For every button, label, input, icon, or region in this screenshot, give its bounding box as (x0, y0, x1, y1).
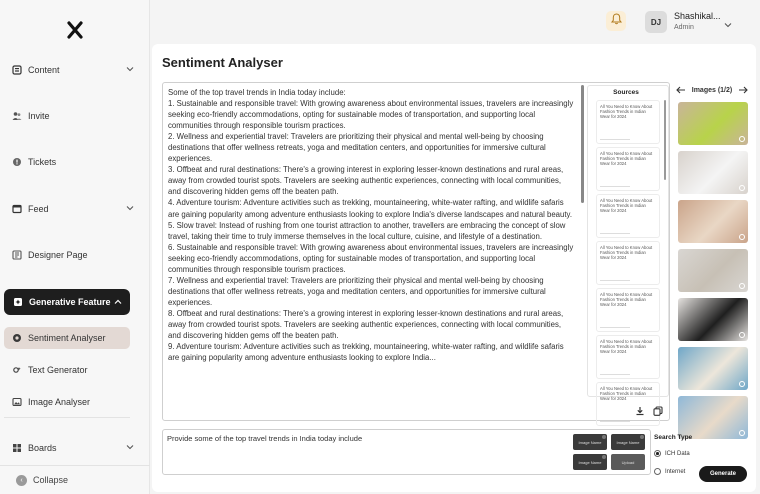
collapse-label: Collapse (33, 475, 69, 485)
source-card-link (600, 374, 630, 376)
search-option-label: ICH Data (665, 450, 690, 457)
image-analyser-icon (12, 397, 22, 407)
output-paragraph: 9. Adventure tourism: Adventure activities such as trekking, mountaineering, white-water rafting, and wildlife safaris are gaining popularity among adventure enthusiasts looking to explore India... (168, 342, 564, 363)
designer-icon (12, 250, 22, 260)
sources-title: Sources (613, 89, 639, 96)
source-card-title: All You Need to Know About Fashion Trends in Indian Wear for 2024 (600, 198, 653, 213)
bell-icon (611, 12, 622, 30)
sidebar-item-boards[interactable] (12, 437, 140, 459)
sentiment-icon (12, 333, 22, 343)
output-paragraph: 8. Offbeat and rural destinations: There's a growing interest in exploring lesser-known destinations and rural areas, away from crowded tourist spots. Travelers are seeking authentic experiences, connecting with local communities, and discovering hidden gems off the beaten path. (168, 308, 564, 341)
sidebar-item-feed[interactable] (12, 198, 140, 220)
source-card[interactable] (596, 335, 660, 379)
play-icon (739, 234, 745, 240)
play-icon (739, 381, 745, 387)
avatar[interactable]: DJ (645, 11, 667, 33)
source-card-link (600, 421, 630, 423)
source-card[interactable] (596, 194, 660, 238)
arrow-right-icon[interactable] (738, 86, 748, 94)
prompt-input[interactable]: Provide some of the top travel trends in India today include (167, 434, 363, 443)
sidebar (0, 0, 150, 494)
boards-icon (12, 443, 22, 453)
close-icon[interactable] (602, 455, 606, 459)
upload-tile-label: Image Name (578, 459, 602, 465)
sidebar-item-label: Text Generator (28, 365, 88, 375)
user-name[interactable]: Shashikal... (674, 11, 721, 21)
sidebar-item-sentiment-analyser[interactable] (4, 327, 130, 349)
upload-tile-label: Image Name (578, 439, 602, 445)
sources-scrollbar[interactable] (664, 100, 666, 180)
source-card[interactable] (596, 147, 660, 191)
upload-tile-label: Upload (621, 459, 635, 465)
chevron-down-icon[interactable] (724, 16, 732, 24)
content-icon (12, 65, 22, 75)
source-card[interactable] (596, 382, 660, 426)
output-paragraph: 2. Wellness and experiential travel: Travelers are prioritizing their physical and mental well-being by choosing destinations that offer wellness retreats, yoga and meditation centers, and opportunities for immersive cultural experiences. (168, 132, 546, 164)
radio-unselected[interactable] (654, 468, 661, 475)
sidebar-item-label: Image Analyser (28, 397, 91, 407)
close-icon[interactable] (640, 435, 644, 439)
sidebar-item-designer-page[interactable] (12, 244, 140, 266)
source-card-link (600, 186, 630, 188)
sidebar-item-label: Designer Page (28, 250, 88, 260)
sidebar-item-label: Invite (28, 111, 50, 121)
image-thumbnail[interactable] (678, 102, 748, 145)
collapse-button[interactable] (0, 465, 150, 494)
upload-tile-image[interactable] (573, 454, 607, 470)
images-header (676, 84, 748, 96)
sparkle-icon (13, 297, 23, 307)
upload-tile-label: Image Name (616, 439, 640, 445)
image-thumbnail[interactable] (678, 298, 748, 341)
output-paragraph: 5. Slow travel: Instead of rushing from one tourist attraction to another, travellers are embracing the concept of slow travel, taking their time to truly immerse themselves in the local culture, cuisine, and lifestyle of a destination. (168, 220, 566, 241)
upload-tile-image[interactable] (573, 434, 607, 450)
source-card-title: All You Need to Know About Fashion Trends in Indian Wear for 2024 (600, 386, 653, 401)
sidebar-item-label: Feed (28, 204, 49, 214)
output-scrollbar[interactable] (581, 85, 584, 203)
copy-icon[interactable] (653, 403, 663, 413)
play-icon (739, 283, 745, 289)
sources-panel (587, 85, 669, 401)
text-generator-icon (12, 365, 22, 375)
output-paragraph: 4. Adventure tourism: Adventure activities such as trekking, mountaineering, white-water rafting, and wildlife safaris are gaining popularity among adventure enthusiasts looking to explore India's diverse landscapes and natural beauty. (168, 198, 573, 219)
source-card[interactable] (596, 241, 660, 285)
search-option-label: Internet (665, 468, 686, 475)
sidebar-item-label: Sentiment Analyser (28, 333, 106, 343)
sidebar-item-image-analyser[interactable] (4, 391, 130, 413)
source-card[interactable] (596, 100, 660, 144)
upload-tile-image[interactable] (611, 434, 645, 450)
images-label: Images (1/2) (691, 86, 733, 94)
brand-logo[interactable] (66, 20, 84, 40)
source-card-link (600, 327, 630, 329)
source-card-title: All You Need to Know About Fashion Trends in Indian Wear for 2024 (600, 151, 653, 166)
users-icon (12, 111, 22, 121)
output-paragraph: 3. Offbeat and rural destinations: There's a growing interest in exploring lesser-known destinations and rural areas, away from crowded tourist spots. Travelers are seeking authentic experiences, connecting with local communities, and discovering hidden gems off the beaten path. (168, 165, 564, 197)
output-paragraph: Some of the top travel trends in India today include: (168, 88, 346, 97)
sidebar-item-text-generator[interactable] (4, 359, 130, 381)
sidebar-item-tickets[interactable] (12, 151, 140, 173)
play-icon (739, 430, 745, 436)
source-card-title: All You Need to Know About Fashion Trends in Indian Wear for 2024 (600, 245, 653, 260)
search-type-label: Search Type (654, 434, 693, 441)
sidebar-item-label: Generative Feature (29, 297, 111, 307)
chevron-down-icon (126, 204, 134, 212)
sidebar-item-generative-feature[interactable] (4, 289, 130, 315)
download-icon[interactable] (635, 403, 645, 413)
source-card-title: All You Need to Know About Fashion Trends in Indian Wear for 2024 (600, 104, 653, 119)
close-icon[interactable] (602, 435, 606, 439)
upload-button[interactable] (611, 454, 645, 470)
output-panel (162, 82, 670, 421)
play-icon (739, 332, 745, 338)
image-thumbnail[interactable] (678, 200, 748, 243)
sidebar-item-label: Tickets (28, 157, 57, 167)
play-icon (739, 136, 745, 142)
feed-icon (12, 204, 22, 214)
radio-selected[interactable] (654, 450, 661, 457)
chevron-up-icon (114, 298, 122, 306)
source-card-link (600, 280, 630, 282)
image-thumbnail[interactable] (678, 151, 748, 194)
generate-button[interactable]: Generate (699, 466, 747, 482)
main-panel (152, 44, 756, 492)
image-thumbnail[interactable] (678, 249, 748, 292)
top-bar (150, 0, 760, 44)
source-card-title: All You Need to Know About Fashion Trends in Indian Wear for 2024 (600, 339, 653, 354)
prompt-box[interactable] (162, 429, 651, 475)
page-title: Sentiment Analyser (162, 55, 283, 70)
chevron-down-icon (126, 443, 134, 451)
source-card-title: All You Need to Know About Fashion Trends in Indian Wear for 2024 (600, 292, 653, 307)
image-thumbnail[interactable] (678, 396, 748, 439)
notifications-button[interactable] (606, 11, 626, 31)
collapse-icon: ‹ (16, 475, 27, 486)
output-paragraph: 7. Wellness and experiential travel: Travelers are prioritizing their physical and mental well-being by choosing destinations that offer wellness retreats, yoga and meditation centers, and opportunities for immersive cultural experiences. (168, 275, 546, 307)
sidebar-item-label: Boards (28, 443, 57, 453)
source-card[interactable] (596, 288, 660, 332)
output-paragraph: 1. Sustainable and responsible travel: With growing awareness about environmental issues, travelers are increasingly seeking eco-friendly accommodations, opting for sustainable modes of transportation, and supporting local communities through responsible tourism practices. (168, 99, 574, 131)
sidebar-item-label: Content (28, 65, 60, 75)
sidebar-item-content[interactable] (12, 59, 140, 81)
source-card-link (600, 139, 630, 141)
chevron-down-icon (126, 65, 134, 73)
ticket-icon (12, 157, 22, 167)
generated-output[interactable] (168, 87, 574, 403)
arrow-left-icon[interactable] (676, 86, 686, 94)
image-thumbnail[interactable] (678, 347, 748, 390)
output-paragraph: 6. Sustainable and responsible travel: With growing awareness about environmental issues, travelers are increasingly seeking eco-friendly accommodations, opting for sustainable modes of transportation, and supporting local communities through responsible tourism practices. (168, 242, 574, 274)
search-option-ich-data[interactable] (654, 450, 690, 457)
sidebar-item-invite[interactable] (12, 105, 140, 127)
source-card-link (600, 233, 630, 235)
search-option-internet[interactable] (654, 468, 685, 475)
sidebar-divider (4, 417, 130, 418)
play-icon (739, 185, 745, 191)
user-role: Admin (674, 24, 694, 31)
